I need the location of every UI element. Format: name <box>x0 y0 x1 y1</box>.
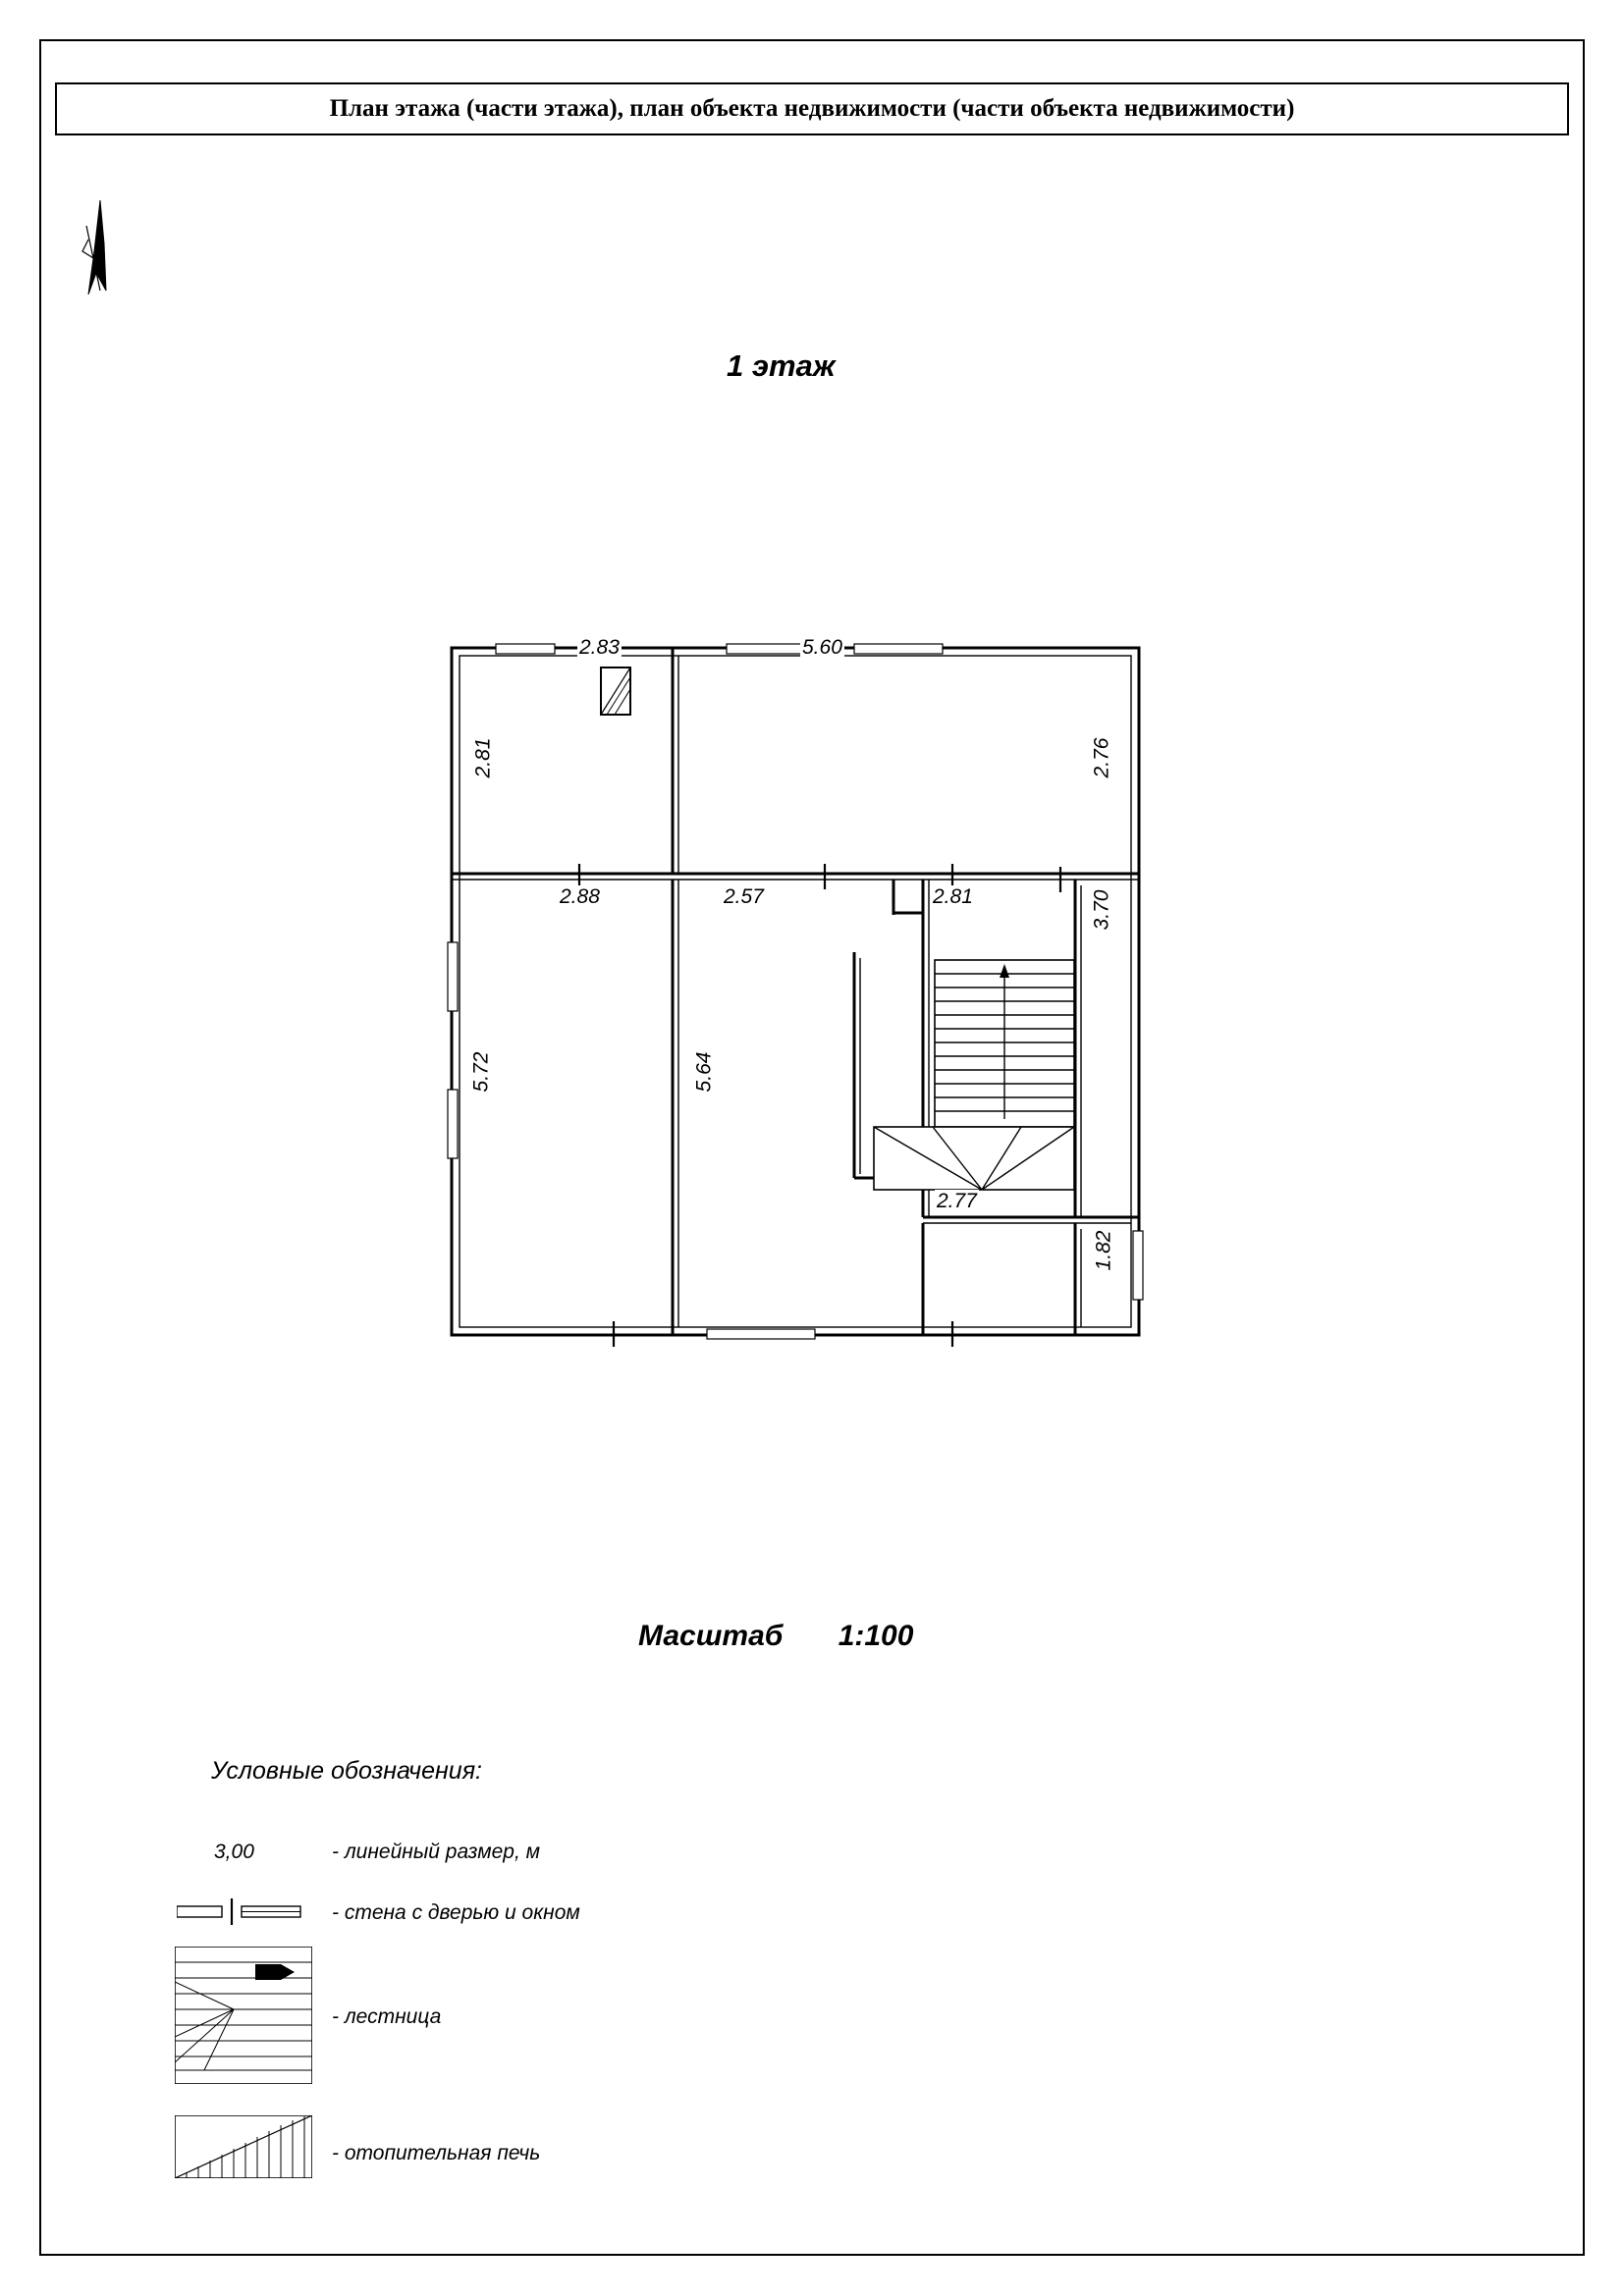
dim-mid-right-width: 2.81 <box>933 885 973 908</box>
floor-plan-drawing <box>432 628 1159 1374</box>
scale-value: 1:100 <box>838 1620 914 1652</box>
dim-bottom-right-width: 2.77 <box>937 1190 977 1212</box>
scale-row <box>638 1620 913 1653</box>
dim-left-room-height: 5.72 <box>469 1051 493 1093</box>
legend-label-stove: - отопительная печь <box>332 2142 541 2164</box>
floor-label: 1 этаж <box>727 348 836 383</box>
legend-title: Условные обозначения: <box>211 1757 482 1785</box>
floor-plan-svg <box>432 628 1159 1374</box>
legend-label-wall: - стена с дверью и окном <box>332 1901 580 1924</box>
page-title: План этажа (части этажа), план объекта недвижимости (части объекта недвижимости) <box>329 95 1295 122</box>
heating-stove-icon <box>175 2115 312 2183</box>
scale-label: Масштаб <box>638 1620 784 1652</box>
legend-label-linear-dimension: - линейный размер, м <box>332 1841 541 1863</box>
dim-left-top-height: 2.81 <box>471 737 495 778</box>
legend-symbol-linear-dimension: 3,00 <box>214 1841 254 1863</box>
dim-mid-center-width: 2.57 <box>724 885 764 908</box>
dim-bottom-right-height: 1.82 <box>1092 1230 1115 1271</box>
north-arrow-icon <box>71 196 139 314</box>
dim-top-left-width: 2.83 <box>579 636 620 659</box>
wall-with-door-and-window-icon <box>177 1895 314 1933</box>
legend-label-staircase: - лестница <box>332 2005 442 2028</box>
document-title-bar <box>55 82 1569 135</box>
dim-center-room-height: 5.64 <box>692 1051 716 1093</box>
dim-stair-room-height: 3.70 <box>1090 889 1113 931</box>
staircase-icon <box>175 1947 312 2089</box>
dim-mid-left-width: 2.88 <box>560 885 600 908</box>
dim-right-top-height: 2.76 <box>1090 737 1113 778</box>
dim-top-right-width: 5.60 <box>802 636 842 659</box>
